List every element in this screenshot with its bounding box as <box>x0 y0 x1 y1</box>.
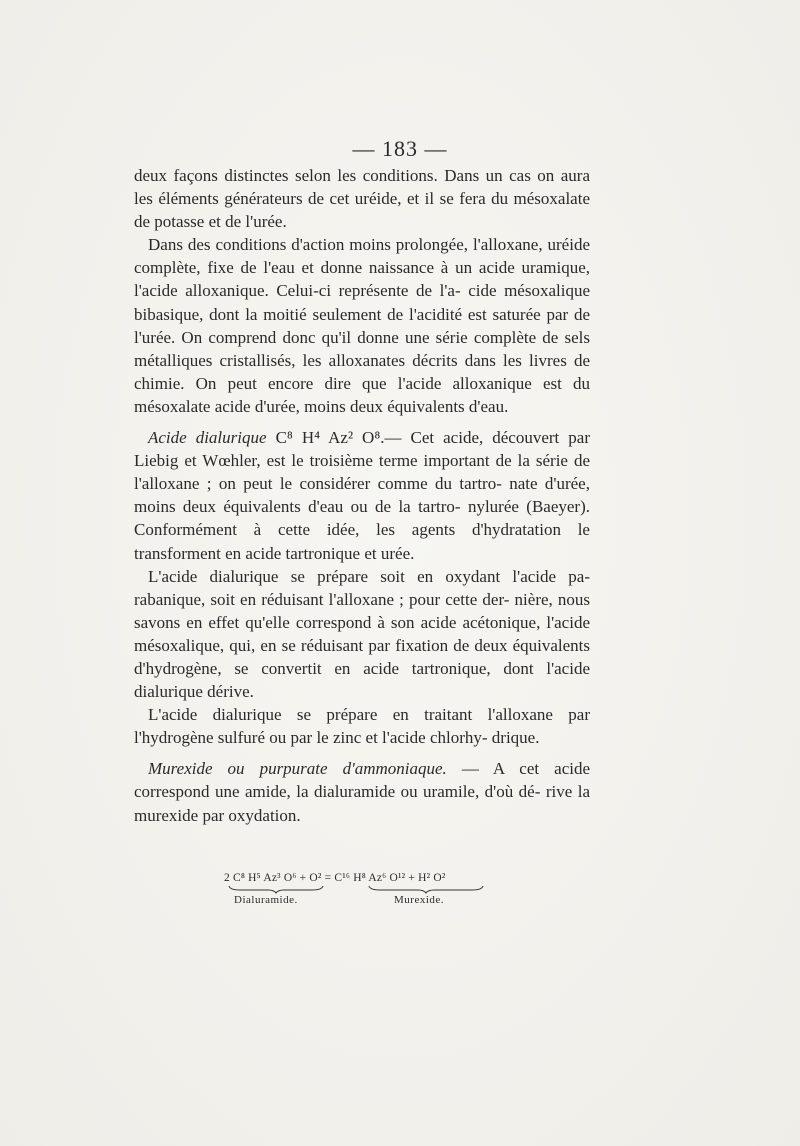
line: donne une série complète de sels métalliques cristallisés, <box>134 327 590 370</box>
line: acétonique, l'acide mésoxalique, qui, en se réduisant par <box>134 612 590 655</box>
line: Dans des conditions d'action moins prolongée, l'alloxane, <box>148 235 548 255</box>
paragraph-5 <box>134 703 590 749</box>
line: acide tartronique, dont l'acide dialurique dérive. <box>134 658 590 702</box>
paragraph-4 <box>134 565 590 704</box>
line: d'hydratation le transforment en acide tartronique et urée. <box>134 520 590 563</box>
line: C⁸ H⁴ Az² O⁸.— Cet acide, découvert par <box>275 428 590 448</box>
line: L'acide dialurique se prépare en traitant l'alloxane par <box>148 705 590 725</box>
line: fixation de deux équivalents d'hydrogène, se convertit en <box>134 635 591 678</box>
line: nière, nous savons en effet qu'elle correspond à son acide <box>134 589 590 632</box>
line: Liebig et Wœhler, est le troisième terme important de la <box>134 451 536 471</box>
line: d'urée, moins deux équivalents d'eau. <box>254 396 509 416</box>
line: mésoxalate de potasse et de l'urée. <box>134 189 590 232</box>
underbrace-right <box>368 884 484 894</box>
line: série de l'alloxane ; on peut le considérer comme du tartro- <box>134 451 590 494</box>
paragraph-1 <box>134 164 590 233</box>
paragraph-6 <box>134 757 590 826</box>
brace-row <box>150 884 590 910</box>
equation-line: 2 C⁸ H⁵ Az³ O⁶ + O² = C¹⁶ H⁸ Az⁶ O¹² + H² O² <box>224 872 446 884</box>
line: l'hydrogène sulfuré ou par le zinc et l'acide chlorhy- <box>134 728 492 748</box>
chemical-equation <box>150 872 590 910</box>
section-heading: Acide dialurique <box>148 428 276 448</box>
line: uréide complète, fixe de l'eau et donne naissance à un acide <box>134 235 590 278</box>
line: deux façons distinctes selon les conditions. Dans un cas on <box>134 166 561 185</box>
line: — A cet acide <box>461 759 591 779</box>
line: rive la murexide par oxydation. <box>134 782 590 825</box>
line: rabanique, soit en réduisant l'alloxane ; pour cette der- <box>134 589 515 609</box>
label-murexide: Murexide. <box>394 894 445 906</box>
line: L'acide dialurique se prépare soit en oxydant l'acide pa- <box>148 566 590 586</box>
line: nate d'urée, moins deux équivalents d'eau ou de la tartro- <box>134 474 590 517</box>
line: l'acidité est saturée par de l'urée. On comprend donc qu'il <box>134 304 590 347</box>
page-number: — 183 — <box>352 136 448 161</box>
line: encore dire que l'acide alloxanique est du mésoxalate acide <box>134 373 590 416</box>
section-heading: Murexide ou purpurate d'ammoniaque. <box>148 759 462 779</box>
line: nylurée (Baeyer). Conformément à cette idée, les agents <box>134 497 590 540</box>
line: correspond une amide, la dialuramide ou uramile, d'où dé- <box>134 782 546 802</box>
line: uramique, l'acide alloxanique. Celui-ci représente de l'a- <box>134 258 590 301</box>
line: drique. <box>491 728 540 748</box>
label-dialuramide: Dialuramide. <box>234 894 298 906</box>
line: cide mésoxalique bibasique, dont la moitié seulement de <box>134 281 590 324</box>
underbrace-left <box>228 884 324 894</box>
line: les alloxanates décrits dans les livres de chimie. On peut <box>134 350 590 393</box>
paragraph-3 <box>134 426 590 565</box>
paragraph-2 <box>134 233 590 418</box>
body-text <box>134 164 590 827</box>
line: aura les éléments générateurs de cet uréide, et il se fera du <box>134 166 590 209</box>
